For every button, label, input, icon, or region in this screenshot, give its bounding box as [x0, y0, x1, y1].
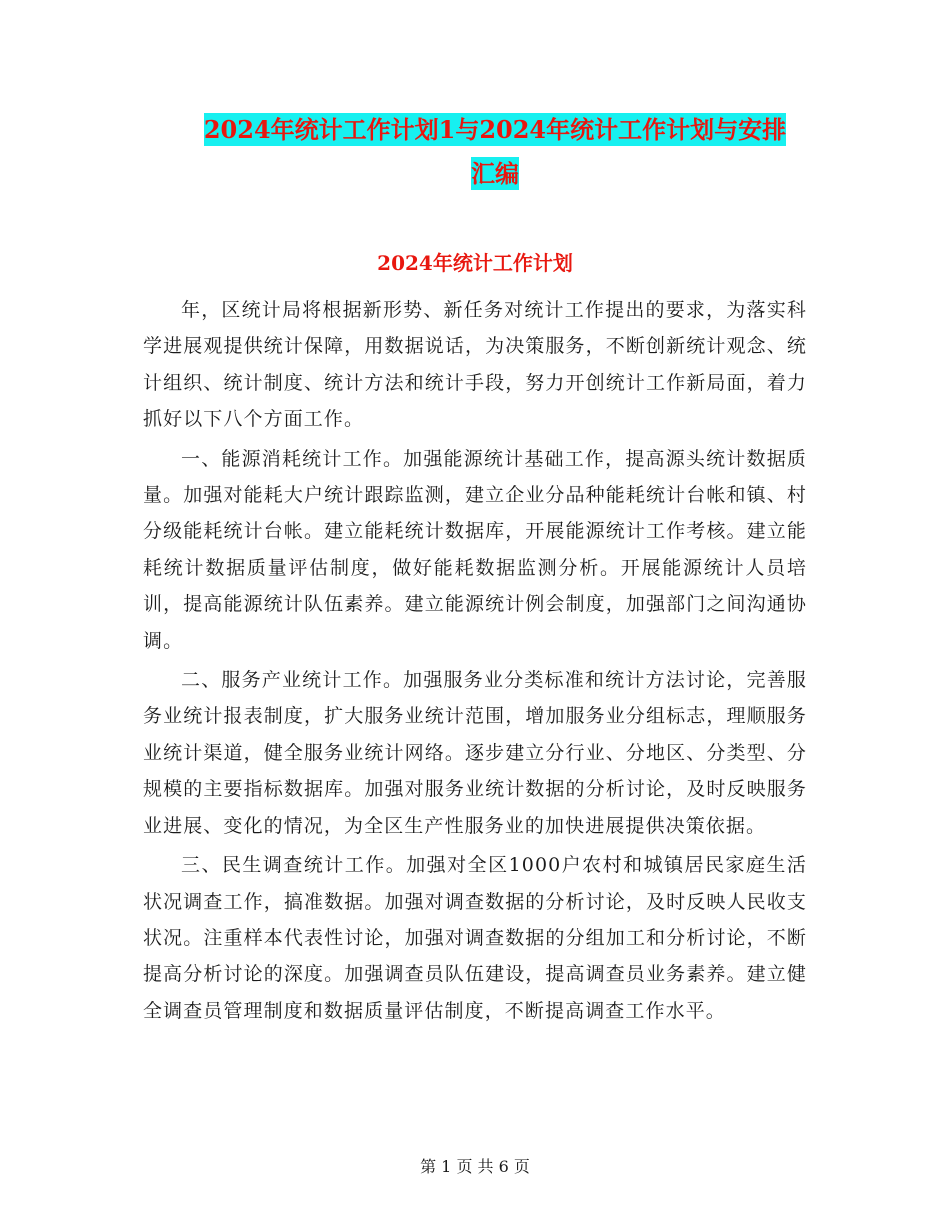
document-title-line-1: 2024年统计工作计划1与2024年统计工作计划与安排 [203, 115, 787, 144]
document-body [143, 292, 807, 1032]
paragraph-intro: 年，区统计局将根据新形势、新任务对统计工作提出的要求，为落实科学进展观提供统计保障，用数据说话，为决策服务，不断创新统计观念、统计组织、统计制度、统计方法和统计手段，努力开创统计工作新局面，着力抓好以下八个方面工作。 [143, 299, 807, 431]
document-title-line-2: 汇编 [471, 159, 519, 188]
document-title [140, 108, 850, 196]
section-heading: 2024年统计工作计划 [377, 251, 573, 275]
paragraph-energy-statistics: 一、能源消耗统计工作。加强能源统计基础工作，提高源头统计数据质量。加强对能耗大户统计跟踪监测，建立企业分品种能耗统计台帐和镇、村分级能耗统计台帐。建立能耗统计数据库，开展能源统计工作考核。建立能耗统计数据质量评估制度，做好能耗数据监测分析。开展能源统计人员培训，提高能源统计队伍素养。建立能源统计例会制度，加强部门之间沟通协调。 [143, 447, 807, 652]
paragraph-livelihood-survey: 三、民生调查统计工作。加强对全区1000户农村和城镇居民家庭生活状况调查工作，搞准数据。加强对调查数据的分析讨论，及时反映人民收支状况。注重样本代表性讨论，加强对调查数据的分组加工和分析讨论，不断提高分析讨论的深度。加强调查员队伍建设，提高调查员业务素养。建立健全调查员管理制度和数据质量评估制度，不断提高调查工作水平。 [143, 854, 807, 1022]
paragraph-service-industry-statistics: 二、服务产业统计工作。加强服务业分类标准和统计方法讨论，完善服务业统计报表制度，扩大服务业统计范围，增加服务业分组标志，理顺服务业统计渠道，健全服务业统计网络。逐步建立分行业、分地区、分类型、分规模的主要指标数据库。加强对服务业统计数据的分析讨论，及时反映服务业进展、变化的情况，为全区生产性服务业的加快进展提供决策依据。 [143, 669, 807, 837]
page-number-footer: 第 1 页 共 6 页 [420, 1157, 530, 1176]
